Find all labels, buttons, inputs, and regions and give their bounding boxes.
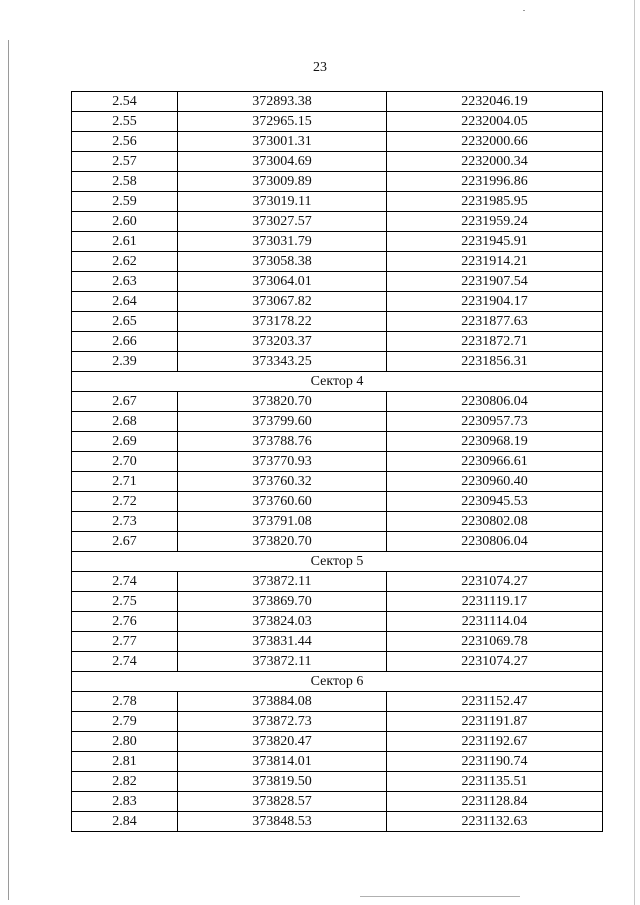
table-row <box>72 172 603 192</box>
point-number-cell: 2.77 <box>72 632 178 652</box>
y-coordinate-cell: 2231114.04 <box>387 612 603 632</box>
table-row <box>72 292 603 312</box>
table-row <box>72 152 603 172</box>
x-coordinate-cell: 373760.60 <box>178 492 387 512</box>
y-coordinate-cell: 2230806.04 <box>387 532 603 552</box>
y-coordinate-cell: 2231069.78 <box>387 632 603 652</box>
y-coordinate-cell: 2232046.19 <box>387 92 603 112</box>
table-row <box>72 612 603 632</box>
y-coordinate-cell: 2231128.84 <box>387 792 603 812</box>
table-row <box>72 392 603 412</box>
table-row <box>72 752 603 772</box>
point-number-cell: 2.84 <box>72 812 178 832</box>
y-coordinate-cell: 2230802.08 <box>387 512 603 532</box>
y-coordinate-cell: 2231996.86 <box>387 172 603 192</box>
y-coordinate-cell: 2231074.27 <box>387 652 603 672</box>
point-number-cell: 2.39 <box>72 352 178 372</box>
table-row <box>72 272 603 292</box>
table-row <box>72 112 603 132</box>
point-number-cell: 2.83 <box>72 792 178 812</box>
x-coordinate-cell: 373820.70 <box>178 532 387 552</box>
point-number-cell: 2.69 <box>72 432 178 452</box>
point-number-cell: 2.57 <box>72 152 178 172</box>
scan-speck <box>523 10 525 11</box>
point-number-cell: 2.70 <box>72 452 178 472</box>
x-coordinate-cell: 373001.31 <box>178 132 387 152</box>
point-number-cell: 2.62 <box>72 252 178 272</box>
point-number-cell: 2.65 <box>72 312 178 332</box>
x-coordinate-cell: 373820.70 <box>178 392 387 412</box>
y-coordinate-cell: 2230806.04 <box>387 392 603 412</box>
table-row <box>72 592 603 612</box>
table-row <box>72 472 603 492</box>
x-coordinate-cell: 373869.70 <box>178 592 387 612</box>
table-row <box>72 252 603 272</box>
x-coordinate-cell: 373820.47 <box>178 732 387 752</box>
y-coordinate-cell: 2231856.31 <box>387 352 603 372</box>
page-number: 23 <box>313 60 327 75</box>
point-number-cell: 2.74 <box>72 572 178 592</box>
x-coordinate-cell: 373178.22 <box>178 312 387 332</box>
x-coordinate-cell: 373884.08 <box>178 692 387 712</box>
y-coordinate-cell: 2230966.61 <box>387 452 603 472</box>
y-coordinate-cell: 2231904.17 <box>387 292 603 312</box>
point-number-cell: 2.67 <box>72 532 178 552</box>
table-row <box>72 432 603 452</box>
y-coordinate-cell: 2231907.54 <box>387 272 603 292</box>
table-row <box>72 312 603 332</box>
y-coordinate-cell: 2231119.17 <box>387 592 603 612</box>
table-row <box>72 572 603 592</box>
y-coordinate-cell: 2231074.27 <box>387 572 603 592</box>
y-coordinate-cell: 2230960.40 <box>387 472 603 492</box>
x-coordinate-cell: 373019.11 <box>178 192 387 212</box>
x-coordinate-cell: 373760.32 <box>178 472 387 492</box>
point-number-cell: 2.67 <box>72 392 178 412</box>
point-number-cell: 2.81 <box>72 752 178 772</box>
x-coordinate-cell: 373828.57 <box>178 792 387 812</box>
sector-header-row <box>72 672 603 692</box>
point-number-cell: 2.79 <box>72 712 178 732</box>
point-number-cell: 2.64 <box>72 292 178 312</box>
point-number-cell: 2.66 <box>72 332 178 352</box>
y-coordinate-cell: 2231132.63 <box>387 812 603 832</box>
point-number-cell: 2.60 <box>72 212 178 232</box>
x-coordinate-cell: 373027.57 <box>178 212 387 232</box>
table-row <box>72 532 603 552</box>
x-coordinate-cell: 373004.69 <box>178 152 387 172</box>
table-row <box>72 652 603 672</box>
point-number-cell: 2.82 <box>72 772 178 792</box>
x-coordinate-cell: 372965.15 <box>178 112 387 132</box>
y-coordinate-cell: 2231872.71 <box>387 332 603 352</box>
y-coordinate-cell: 2231192.67 <box>387 732 603 752</box>
x-coordinate-cell: 373831.44 <box>178 632 387 652</box>
table-row <box>72 792 603 812</box>
y-coordinate-cell: 2230945.53 <box>387 492 603 512</box>
coordinates-table-body <box>72 92 603 832</box>
point-number-cell: 2.61 <box>72 232 178 252</box>
point-number-cell: 2.58 <box>72 172 178 192</box>
x-coordinate-cell: 373824.03 <box>178 612 387 632</box>
x-coordinate-cell: 373872.11 <box>178 652 387 672</box>
table-row <box>72 132 603 152</box>
y-coordinate-cell: 2231877.63 <box>387 312 603 332</box>
point-number-cell: 2.55 <box>72 112 178 132</box>
y-coordinate-cell: 2232000.66 <box>387 132 603 152</box>
point-number-cell: 2.68 <box>72 412 178 432</box>
point-number-cell: 2.74 <box>72 652 178 672</box>
scan-line-bottom <box>360 896 520 897</box>
x-coordinate-cell: 373058.38 <box>178 252 387 272</box>
sector-label: Сектор 5 <box>72 552 603 572</box>
x-coordinate-cell: 373791.08 <box>178 512 387 532</box>
y-coordinate-cell: 2232000.34 <box>387 152 603 172</box>
table-row <box>72 452 603 472</box>
y-coordinate-cell: 2231135.51 <box>387 772 603 792</box>
table-row <box>72 712 603 732</box>
sector-header-row <box>72 372 603 392</box>
x-coordinate-cell: 373067.82 <box>178 292 387 312</box>
x-coordinate-cell: 373872.11 <box>178 572 387 592</box>
table-row <box>72 692 603 712</box>
x-coordinate-cell: 373770.93 <box>178 452 387 472</box>
point-number-cell: 2.72 <box>72 492 178 512</box>
table-row <box>72 352 603 372</box>
point-number-cell: 2.56 <box>72 132 178 152</box>
point-number-cell: 2.75 <box>72 592 178 612</box>
table-row <box>72 772 603 792</box>
y-coordinate-cell: 2231985.95 <box>387 192 603 212</box>
table-row <box>72 492 603 512</box>
sector-label: Сектор 6 <box>72 672 603 692</box>
y-coordinate-cell: 2231190.74 <box>387 752 603 772</box>
point-number-cell: 2.59 <box>72 192 178 212</box>
table-row <box>72 512 603 532</box>
sector-label: Сектор 4 <box>72 372 603 392</box>
table-row <box>72 232 603 252</box>
table-row <box>72 212 603 232</box>
table-row <box>72 92 603 112</box>
x-coordinate-cell: 373203.37 <box>178 332 387 352</box>
x-coordinate-cell: 373064.01 <box>178 272 387 292</box>
table-row <box>72 632 603 652</box>
x-coordinate-cell: 373872.73 <box>178 712 387 732</box>
point-number-cell: 2.80 <box>72 732 178 752</box>
y-coordinate-cell: 2231191.87 <box>387 712 603 732</box>
point-number-cell: 2.76 <box>72 612 178 632</box>
y-coordinate-cell: 2231914.21 <box>387 252 603 272</box>
table-row <box>72 332 603 352</box>
x-coordinate-cell: 373814.01 <box>178 752 387 772</box>
point-number-cell: 2.63 <box>72 272 178 292</box>
x-coordinate-cell: 373788.76 <box>178 432 387 452</box>
point-number-cell: 2.73 <box>72 512 178 532</box>
y-coordinate-cell: 2231152.47 <box>387 692 603 712</box>
x-coordinate-cell: 373009.89 <box>178 172 387 192</box>
page-edge-right <box>634 0 635 905</box>
point-number-cell: 2.71 <box>72 472 178 492</box>
y-coordinate-cell: 2231945.91 <box>387 232 603 252</box>
table-row <box>72 732 603 752</box>
y-coordinate-cell: 2230957.73 <box>387 412 603 432</box>
y-coordinate-cell: 2232004.05 <box>387 112 603 132</box>
table-row <box>72 192 603 212</box>
x-coordinate-cell: 372893.38 <box>178 92 387 112</box>
y-coordinate-cell: 2230968.19 <box>387 432 603 452</box>
x-coordinate-cell: 373819.50 <box>178 772 387 792</box>
x-coordinate-cell: 373031.79 <box>178 232 387 252</box>
y-coordinate-cell: 2231959.24 <box>387 212 603 232</box>
x-coordinate-cell: 373343.25 <box>178 352 387 372</box>
page-edge-left <box>8 40 9 900</box>
point-number-cell: 2.78 <box>72 692 178 712</box>
table-row <box>72 412 603 432</box>
sector-header-row <box>72 552 603 572</box>
x-coordinate-cell: 373799.60 <box>178 412 387 432</box>
x-coordinate-cell: 373848.53 <box>178 812 387 832</box>
point-number-cell: 2.54 <box>72 92 178 112</box>
coordinates-table <box>71 91 603 832</box>
table-row <box>72 812 603 832</box>
